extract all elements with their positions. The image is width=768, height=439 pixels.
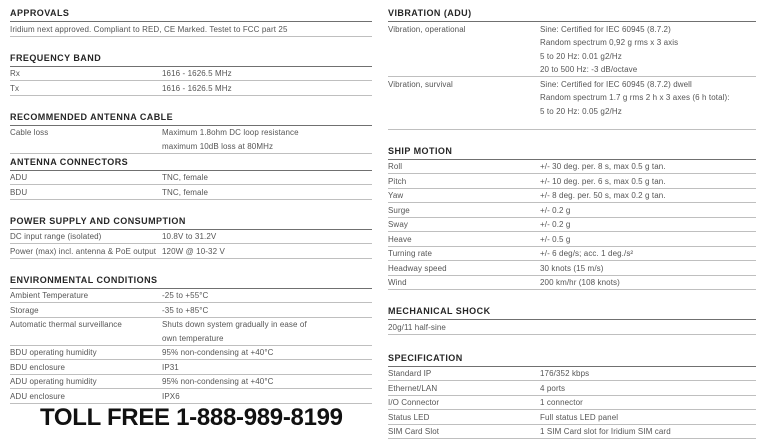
spec-value-line: 1 SIM Card slot for Iridium SIM card bbox=[540, 426, 756, 437]
spec-value-line: 95% non-condensing at +40°C bbox=[162, 347, 372, 358]
spec-value bbox=[162, 187, 372, 198]
spec-label: ADU operating humidity bbox=[10, 376, 162, 387]
spec-row bbox=[10, 389, 372, 404]
spec-label: Turning rate bbox=[388, 248, 540, 259]
spec-value bbox=[540, 397, 756, 408]
spec-section-approvals bbox=[10, 8, 372, 37]
section-title: SPECIFICATION bbox=[388, 353, 756, 367]
spec-value bbox=[162, 231, 372, 242]
spec-label: Status LED bbox=[388, 412, 540, 423]
spec-value-line: Full status LED panel bbox=[540, 412, 756, 423]
spec-label: Sway bbox=[388, 219, 540, 230]
spec-value-line: Maximum 1.8ohm DC loop resistance bbox=[162, 127, 372, 138]
spec-value-line: -35 to +85°C bbox=[162, 305, 372, 316]
spec-value-line: 5 to 20 Hz: 0.05 g2/Hz bbox=[540, 106, 756, 117]
spec-row bbox=[10, 289, 372, 304]
spec-value-line: +/- 10 deg. per. 6 s, max 0.5 g tan. bbox=[540, 176, 756, 187]
spec-label: Headway speed bbox=[388, 263, 540, 274]
spec-table bbox=[10, 126, 372, 154]
spec-value bbox=[540, 412, 756, 423]
spec-label: Tx bbox=[10, 83, 162, 94]
spec-label: Rx bbox=[10, 68, 162, 79]
spec-value-line: +/- 6 deg/s; acc. 1 deg./s² bbox=[540, 248, 756, 259]
spec-section-mechanical-shock bbox=[388, 306, 756, 335]
spec-row bbox=[10, 22, 372, 37]
spec-row bbox=[388, 189, 756, 204]
spec-label: Heave bbox=[388, 234, 540, 245]
spec-value-line: +/- 0.5 g bbox=[540, 234, 756, 245]
spec-value-line: 120W @ 10-32 V bbox=[162, 246, 372, 257]
spec-label: BDU bbox=[10, 187, 162, 198]
spec-table bbox=[10, 67, 372, 96]
spec-row bbox=[388, 174, 756, 189]
spec-label: Wind bbox=[388, 277, 540, 288]
spec-label: Vibration, survival bbox=[388, 79, 540, 90]
spec-label: I/O Connector bbox=[388, 397, 540, 408]
spec-table bbox=[388, 160, 756, 291]
section-title: ENVIRONMENTAL CONDITIONS bbox=[10, 275, 372, 289]
spec-value bbox=[540, 248, 756, 259]
spec-value bbox=[162, 68, 372, 79]
spec-label: BDU enclosure bbox=[10, 362, 162, 373]
spec-row bbox=[388, 77, 756, 130]
spec-section-frequency-band bbox=[10, 53, 372, 96]
spec-value-line: 30 knots (15 m/s) bbox=[540, 263, 756, 274]
spec-value bbox=[162, 391, 372, 402]
spec-value-line: 10.8V to 31.2V bbox=[162, 231, 372, 242]
section-title: APPROVALS bbox=[10, 8, 372, 22]
spec-row bbox=[388, 276, 756, 291]
spec-value bbox=[540, 263, 756, 274]
spec-row bbox=[10, 360, 372, 375]
spec-value bbox=[162, 305, 372, 316]
spec-label: Roll bbox=[388, 161, 540, 172]
spec-row bbox=[10, 375, 372, 390]
spec-row bbox=[388, 247, 756, 262]
spec-value-line: 95% non-condensing at +40°C bbox=[162, 376, 372, 387]
spec-label: Ambient Temperature bbox=[10, 290, 162, 301]
section-title: FREQUENCY BAND bbox=[10, 53, 372, 67]
spec-value bbox=[540, 24, 756, 76]
spec-table bbox=[10, 289, 372, 404]
spec-value-line: 200 km/hr (108 knots) bbox=[540, 277, 756, 288]
spec-value-line: 1616 - 1626.5 MHz bbox=[162, 83, 372, 94]
spec-value-line: Iridium next approved. Compliant to RED, CE Marked. Testet to FCC part 25 bbox=[10, 24, 372, 35]
spec-value bbox=[540, 219, 756, 230]
spec-row bbox=[10, 318, 372, 346]
spec-value-line: IPX6 bbox=[162, 391, 372, 402]
spec-row bbox=[10, 81, 372, 96]
spec-label: ADU bbox=[10, 172, 162, 183]
section-title: SHIP MOTION bbox=[388, 146, 756, 160]
spec-label: Standard IP bbox=[388, 368, 540, 379]
spec-value-line: TNC, female bbox=[162, 172, 372, 183]
spec-label: Cable loss bbox=[10, 127, 162, 138]
left-column bbox=[10, 8, 372, 404]
spec-value bbox=[10, 24, 372, 35]
spec-row bbox=[10, 67, 372, 82]
spec-row bbox=[388, 381, 756, 396]
spec-value bbox=[162, 319, 372, 344]
spec-value-line: 4 ports bbox=[540, 383, 756, 394]
spec-row bbox=[388, 261, 756, 276]
spec-label: Storage bbox=[10, 305, 162, 316]
spec-value bbox=[540, 79, 756, 117]
spec-table bbox=[10, 230, 372, 259]
spec-table bbox=[10, 22, 372, 37]
spec-value bbox=[162, 83, 372, 94]
spec-value bbox=[540, 368, 756, 379]
spec-value-line: -25 to +55°C bbox=[162, 290, 372, 301]
spec-value-line: Random spectrum 1.7 g rms 2 h x 3 axes (6 h total): bbox=[540, 92, 756, 103]
spec-label: ADU enclosure bbox=[10, 391, 162, 402]
spec-value bbox=[540, 277, 756, 288]
spec-value bbox=[162, 347, 372, 358]
spec-row bbox=[10, 346, 372, 361]
spec-row bbox=[388, 367, 756, 382]
spec-row bbox=[388, 410, 756, 425]
spec-value-line: Sine: Certified for IEC 60945 (8.7.2) bbox=[540, 24, 756, 35]
spec-section-environmental-conditions bbox=[10, 275, 372, 404]
spec-value bbox=[162, 127, 372, 152]
spec-label: BDU operating humidity bbox=[10, 347, 162, 358]
spec-row bbox=[388, 160, 756, 175]
spec-value bbox=[540, 205, 756, 216]
spec-row bbox=[10, 303, 372, 318]
spec-value bbox=[540, 234, 756, 245]
spec-value bbox=[162, 362, 372, 373]
spec-row bbox=[10, 230, 372, 245]
spec-value-line: 20g/11 half-sine bbox=[388, 322, 756, 333]
section-title: ANTENNA CONNECTORS bbox=[10, 157, 372, 171]
section-title: POWER SUPPLY AND CONSUMPTION bbox=[10, 216, 372, 230]
spec-label: Pitch bbox=[388, 176, 540, 187]
spec-row bbox=[10, 185, 372, 200]
spec-row bbox=[388, 320, 756, 335]
spec-value bbox=[540, 176, 756, 187]
spec-value bbox=[540, 383, 756, 394]
spec-value bbox=[388, 322, 756, 333]
spec-table bbox=[388, 22, 756, 130]
spec-section-recommended-antenna-cable bbox=[10, 112, 372, 154]
spec-table bbox=[388, 367, 756, 439]
spec-row bbox=[388, 203, 756, 218]
spec-value-line: 176/352 kbps bbox=[540, 368, 756, 379]
spec-value-line: own temperature bbox=[162, 333, 372, 344]
spec-row bbox=[10, 244, 372, 259]
spec-row bbox=[388, 396, 756, 411]
spec-row bbox=[388, 232, 756, 247]
spec-row bbox=[10, 126, 372, 154]
spec-section-ship-motion bbox=[388, 146, 756, 291]
spec-value-line: 1616 - 1626.5 MHz bbox=[162, 68, 372, 79]
spec-value-line: 20 to 500 Hz: -3 dB/octave bbox=[540, 64, 756, 75]
spec-label: Power (max) incl. antenna & PoE output bbox=[10, 246, 162, 257]
spec-value-line: Sine: Certified for IEC 60945 (8.7.2) dwell bbox=[540, 79, 756, 90]
spec-value-line: IP31 bbox=[162, 362, 372, 373]
spec-label: Automatic thermal surveillance bbox=[10, 319, 162, 330]
spec-label: Surge bbox=[388, 205, 540, 216]
spec-value bbox=[162, 246, 372, 257]
spec-value-line: +/- 0.2 g bbox=[540, 205, 756, 216]
spec-section-vibration-adu bbox=[388, 8, 756, 130]
spec-value-line: +/- 30 deg. per. 8 s, max 0.5 g tan. bbox=[540, 161, 756, 172]
spec-value bbox=[162, 290, 372, 301]
spec-value bbox=[162, 172, 372, 183]
right-column bbox=[388, 8, 756, 439]
spec-value-line: +/- 8 deg. per. 50 s, max 0.2 g tan. bbox=[540, 190, 756, 201]
spec-table bbox=[388, 320, 756, 335]
spec-section-power-supply bbox=[10, 216, 372, 259]
spec-value-line: Shuts down system gradually in ease of bbox=[162, 319, 372, 330]
spec-value-line: 1 connector bbox=[540, 397, 756, 408]
spec-value-line: +/- 0.2 g bbox=[540, 219, 756, 230]
spec-value bbox=[540, 190, 756, 201]
spec-value-line: 5 to 20 Hz: 0.01 g2/Hz bbox=[540, 51, 756, 62]
spec-value bbox=[162, 376, 372, 387]
spec-row bbox=[388, 218, 756, 233]
spec-section-antenna-connectors bbox=[10, 157, 372, 200]
section-title: VIBRATION (ADU) bbox=[388, 8, 756, 22]
spec-label: SIM Card Slot bbox=[388, 426, 540, 437]
spec-label: DC input range (isolated) bbox=[10, 231, 162, 242]
spec-table bbox=[10, 171, 372, 200]
spec-row bbox=[10, 171, 372, 186]
spec-label: Vibration, operational bbox=[388, 24, 540, 35]
section-title: RECOMMENDED ANTENNA CABLE bbox=[10, 112, 372, 126]
spec-value-line: Random spectrum 0,92 g rms x 3 axis bbox=[540, 37, 756, 48]
spec-label: Yaw bbox=[388, 190, 540, 201]
section-title: MECHANICAL SHOCK bbox=[388, 306, 756, 320]
spec-row bbox=[388, 22, 756, 77]
spec-section-specification bbox=[388, 353, 756, 439]
spec-value bbox=[540, 161, 756, 172]
spec-label: Ethernet/LAN bbox=[388, 383, 540, 394]
toll-free-banner: TOLL FREE 1-888-989-8199 bbox=[40, 404, 343, 432]
spec-value-line: maximum 10dB loss at 80MHz bbox=[162, 141, 372, 152]
spec-value-line: TNC, female bbox=[162, 187, 372, 198]
